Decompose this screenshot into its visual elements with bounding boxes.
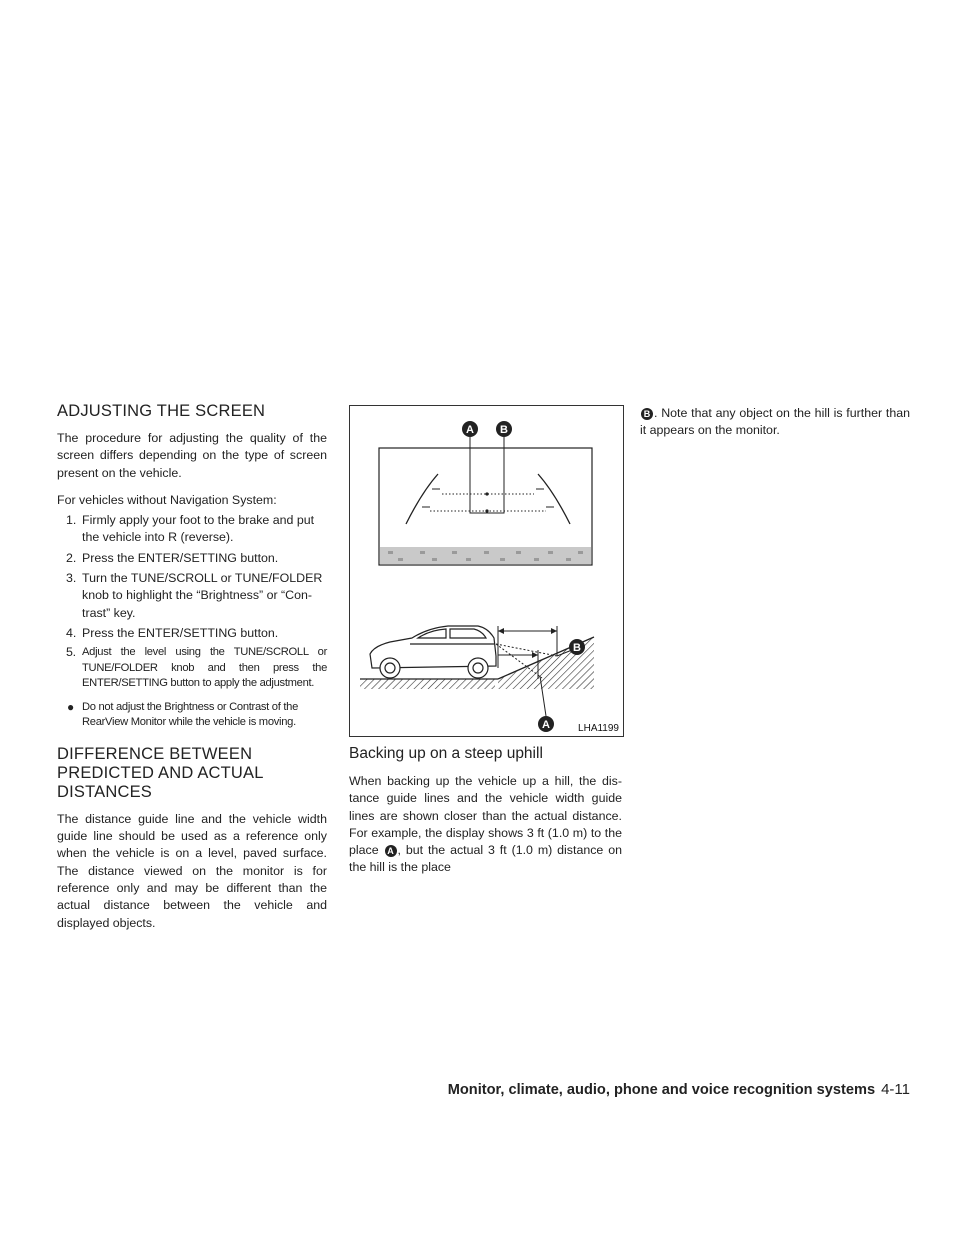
uphill-figure bbox=[349, 405, 624, 737]
adjusting-intro: The procedure for adjusting the quality of the screen differs depending on the type of screen present on the vehicle. bbox=[57, 431, 327, 480]
uphill-text-part1: When backing up the vehicle up a hill, the dis-tance guide lines and the vehicle width guide lines are shown closer than the actual distance. For example, the display shows 3 ft (1.0 m) to the place A , but the actual 3 ft (1.0 m) distance on the hill is the place bbox=[349, 774, 622, 875]
car-icon bbox=[370, 626, 496, 678]
left-column bbox=[57, 402, 327, 942]
difference-text: The distance guide line and the vehicle width guide line should be used as a reference only when the vehicle is on a level, paved surface. The distance viewed on the monitor is for reference only and may be different than the actual distance between the vehicle and displayed objects. bbox=[57, 811, 327, 930]
footer-section-title: Monitor, climate, audio, phone and voice recognition systems bbox=[447, 1082, 876, 1098]
svg-text:B: B bbox=[500, 424, 508, 436]
bumper-band bbox=[380, 547, 591, 564]
svg-text:B: B bbox=[573, 642, 581, 654]
step-item: 2. Press the ENTER/SETTING button. bbox=[66, 550, 279, 565]
uphill-text-part2: B . Note that any object on the hill is further than it appears on the monitor. bbox=[640, 406, 910, 438]
adjusting-lead: For vehicles without Navigation System: bbox=[57, 492, 277, 507]
uphill-heading: Backing up on a steep uphill bbox=[349, 745, 543, 762]
adjusting-steps bbox=[57, 512, 327, 692]
marker-b-figure bbox=[569, 639, 585, 655]
step-item: 5. Adjust the level using the TUNE/SCROLL or TUNE/FOLDER knob and then press the ENTER/SETTING button to apply the adjustment. bbox=[66, 645, 327, 690]
step-item: 1. Firmly apply your foot to the brake and put the vehicle into R (reverse). bbox=[66, 513, 315, 545]
middle-column bbox=[349, 744, 622, 877]
caution-bullet: ● Do not adjust the Brightness or Contrast of the RearView Monitor while the vehicle is moving. bbox=[67, 699, 298, 729]
step-item: 3. Turn the TUNE/SCROLL or TUNE/FOLDER knob to highlight the “Brightness” or “Con-trast” key. bbox=[66, 571, 323, 620]
page-number: 4-11 bbox=[881, 1081, 910, 1098]
flat-ground bbox=[360, 679, 495, 689]
uphill-illustration bbox=[350, 406, 623, 736]
marker-a-inline-icon: A bbox=[385, 845, 397, 857]
bullet-icon: ● bbox=[67, 699, 74, 714]
marker-b-inline-icon: B bbox=[641, 408, 653, 420]
right-column bbox=[640, 405, 910, 450]
marker-a-top bbox=[462, 421, 478, 437]
step-item: 4. Press the ENTER/SETTING button. bbox=[66, 625, 279, 640]
marker-a-figure bbox=[538, 716, 554, 732]
svg-text:A: A bbox=[542, 719, 550, 731]
difference-heading: DIFFERENCE BETWEEN PREDICTED AND ACTUAL DISTANCES bbox=[57, 744, 264, 801]
marker-b-top bbox=[496, 421, 512, 437]
page-footer bbox=[400, 1081, 910, 1098]
adjusting-screen-heading: ADJUSTING THE SCREEN bbox=[57, 402, 266, 420]
figure-code: LHA1199 bbox=[578, 723, 619, 734]
svg-text:A: A bbox=[466, 424, 474, 436]
